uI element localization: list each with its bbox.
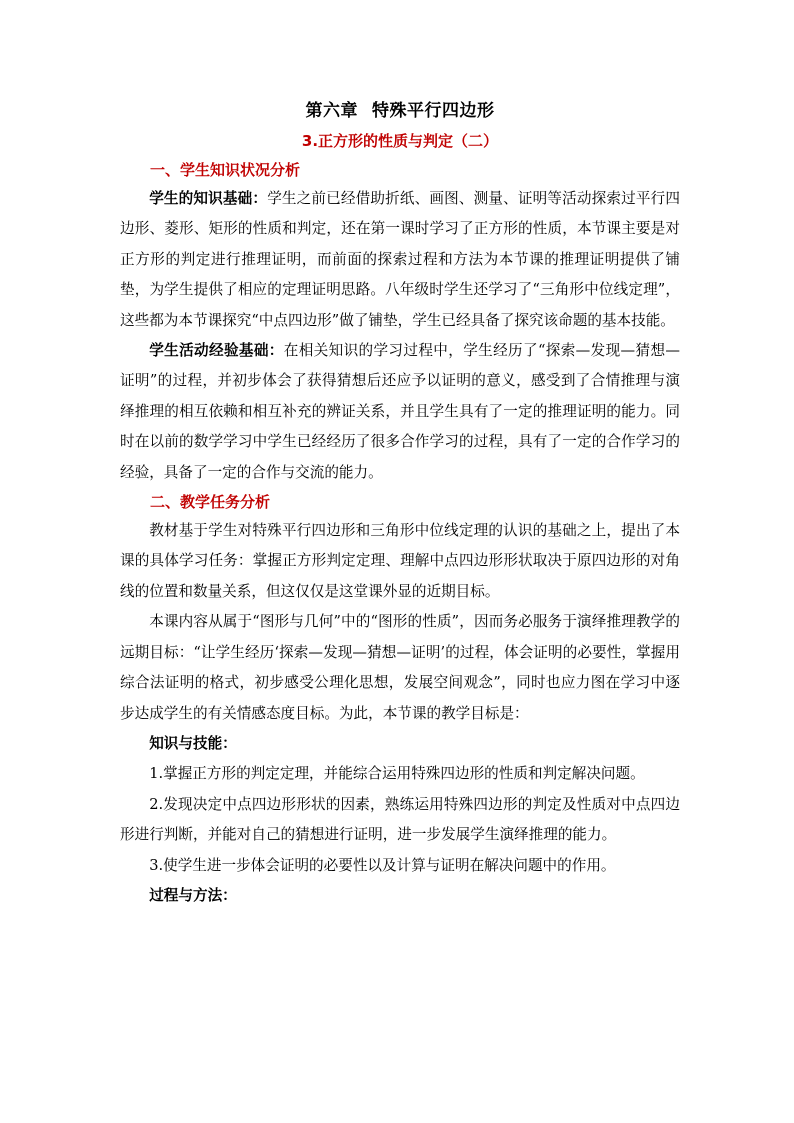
paragraph-activity-experience: [120, 336, 680, 488]
lesson-title: 3.正方形的性质与判定（二）: [301, 132, 499, 150]
paragraph-text: 在相关知识的学习过程中，学生经历了“探索—发现—猜想—证明”的过程，并初步体会了获得猜想后还应予以证明的意义，感受到了合情推理与演绎推理的相互依赖和相互补充的辨证关系，并且学生具有了一定的推理证明的能力。同时在以前的数学学习中学生已经经历了很多合作学习的过程，具有了一定的合作学习的经验，具备了一定的合作与交流的能力。: [120, 342, 680, 481]
paragraph-text: 教材基于学生对特殊平行四边形和三角形中位线定理的认识的基础之上，提出了本课的具体学习任务：掌握正方形判定定理、理解中点四边形形状取决于原四边形的对角线的位置和数量关系，但这仅仅是这堂课外显的近期目标。: [120, 522, 680, 600]
list-item: 2.发现决定中点四边形形状的因素，熟练运用特殊四边形的判定及性质对中点四边形进行判断，并能对自己的猜想进行证明，进一步发展学生演绎推理的能力。: [120, 795, 680, 844]
subheading-process-methods: 过程与方法：: [149, 886, 237, 904]
paragraph-knowledge-base: [120, 184, 680, 336]
subheading-knowledge-skills: 知识与技能：: [149, 734, 237, 752]
document-content: [120, 96, 680, 911]
chapter-title: [120, 96, 680, 126]
chapter-name: 特殊平行四边形: [372, 101, 495, 121]
section-heading-student-analysis: 一、学生知识状况分析: [150, 161, 301, 179]
paragraph-lead: 学生的知识基础：: [149, 190, 268, 207]
chapter-label: 第六章: [305, 101, 358, 121]
paragraph-text: 本课内容从属于“图形与几何”中的“图形的性质”，因而务必服务于演绎推理教学的远期目标：“让学生经历‘探索—发现—猜想—证明’的过程，体会证明的必要性，掌握用综合法证明的格式，初步感受公理化思想，发展空间观念”，同时也应力图在学习中逐步达成学生的有关情感态度目标。为此，本节课的教学目标是：: [120, 613, 680, 722]
list-item: 1.掌握正方形的判定定理，并能综合运用特殊四边形的性质和判定解决问题。: [149, 765, 645, 783]
paragraph-lead: 学生活动经验基础：: [149, 342, 284, 360]
list-item: 3.使学生进一步体会证明的必要性以及计算与证明在解决问题中的作用。: [149, 856, 616, 874]
section-heading-task-analysis: 二、教学任务分析: [150, 493, 271, 512]
paragraph-text: 学生之前已经借助折纸、画图、测量、证明等活动探索过平行四边形、菱形、矩形的性质和判定，还在第一课时学习了正方形的性质，本节课主要是对正方形的判定进行推理证明，而前面的探索过程和方法为本节课的推理证明提供了铺垫，为学生提供了相应的定理证明思路。八年级时学生还学习了“三角形中位线定理”，这些都为本节课探究“中点四边形”做了铺垫，学生已经具备了探究该命题的基本技能。: [120, 190, 680, 329]
